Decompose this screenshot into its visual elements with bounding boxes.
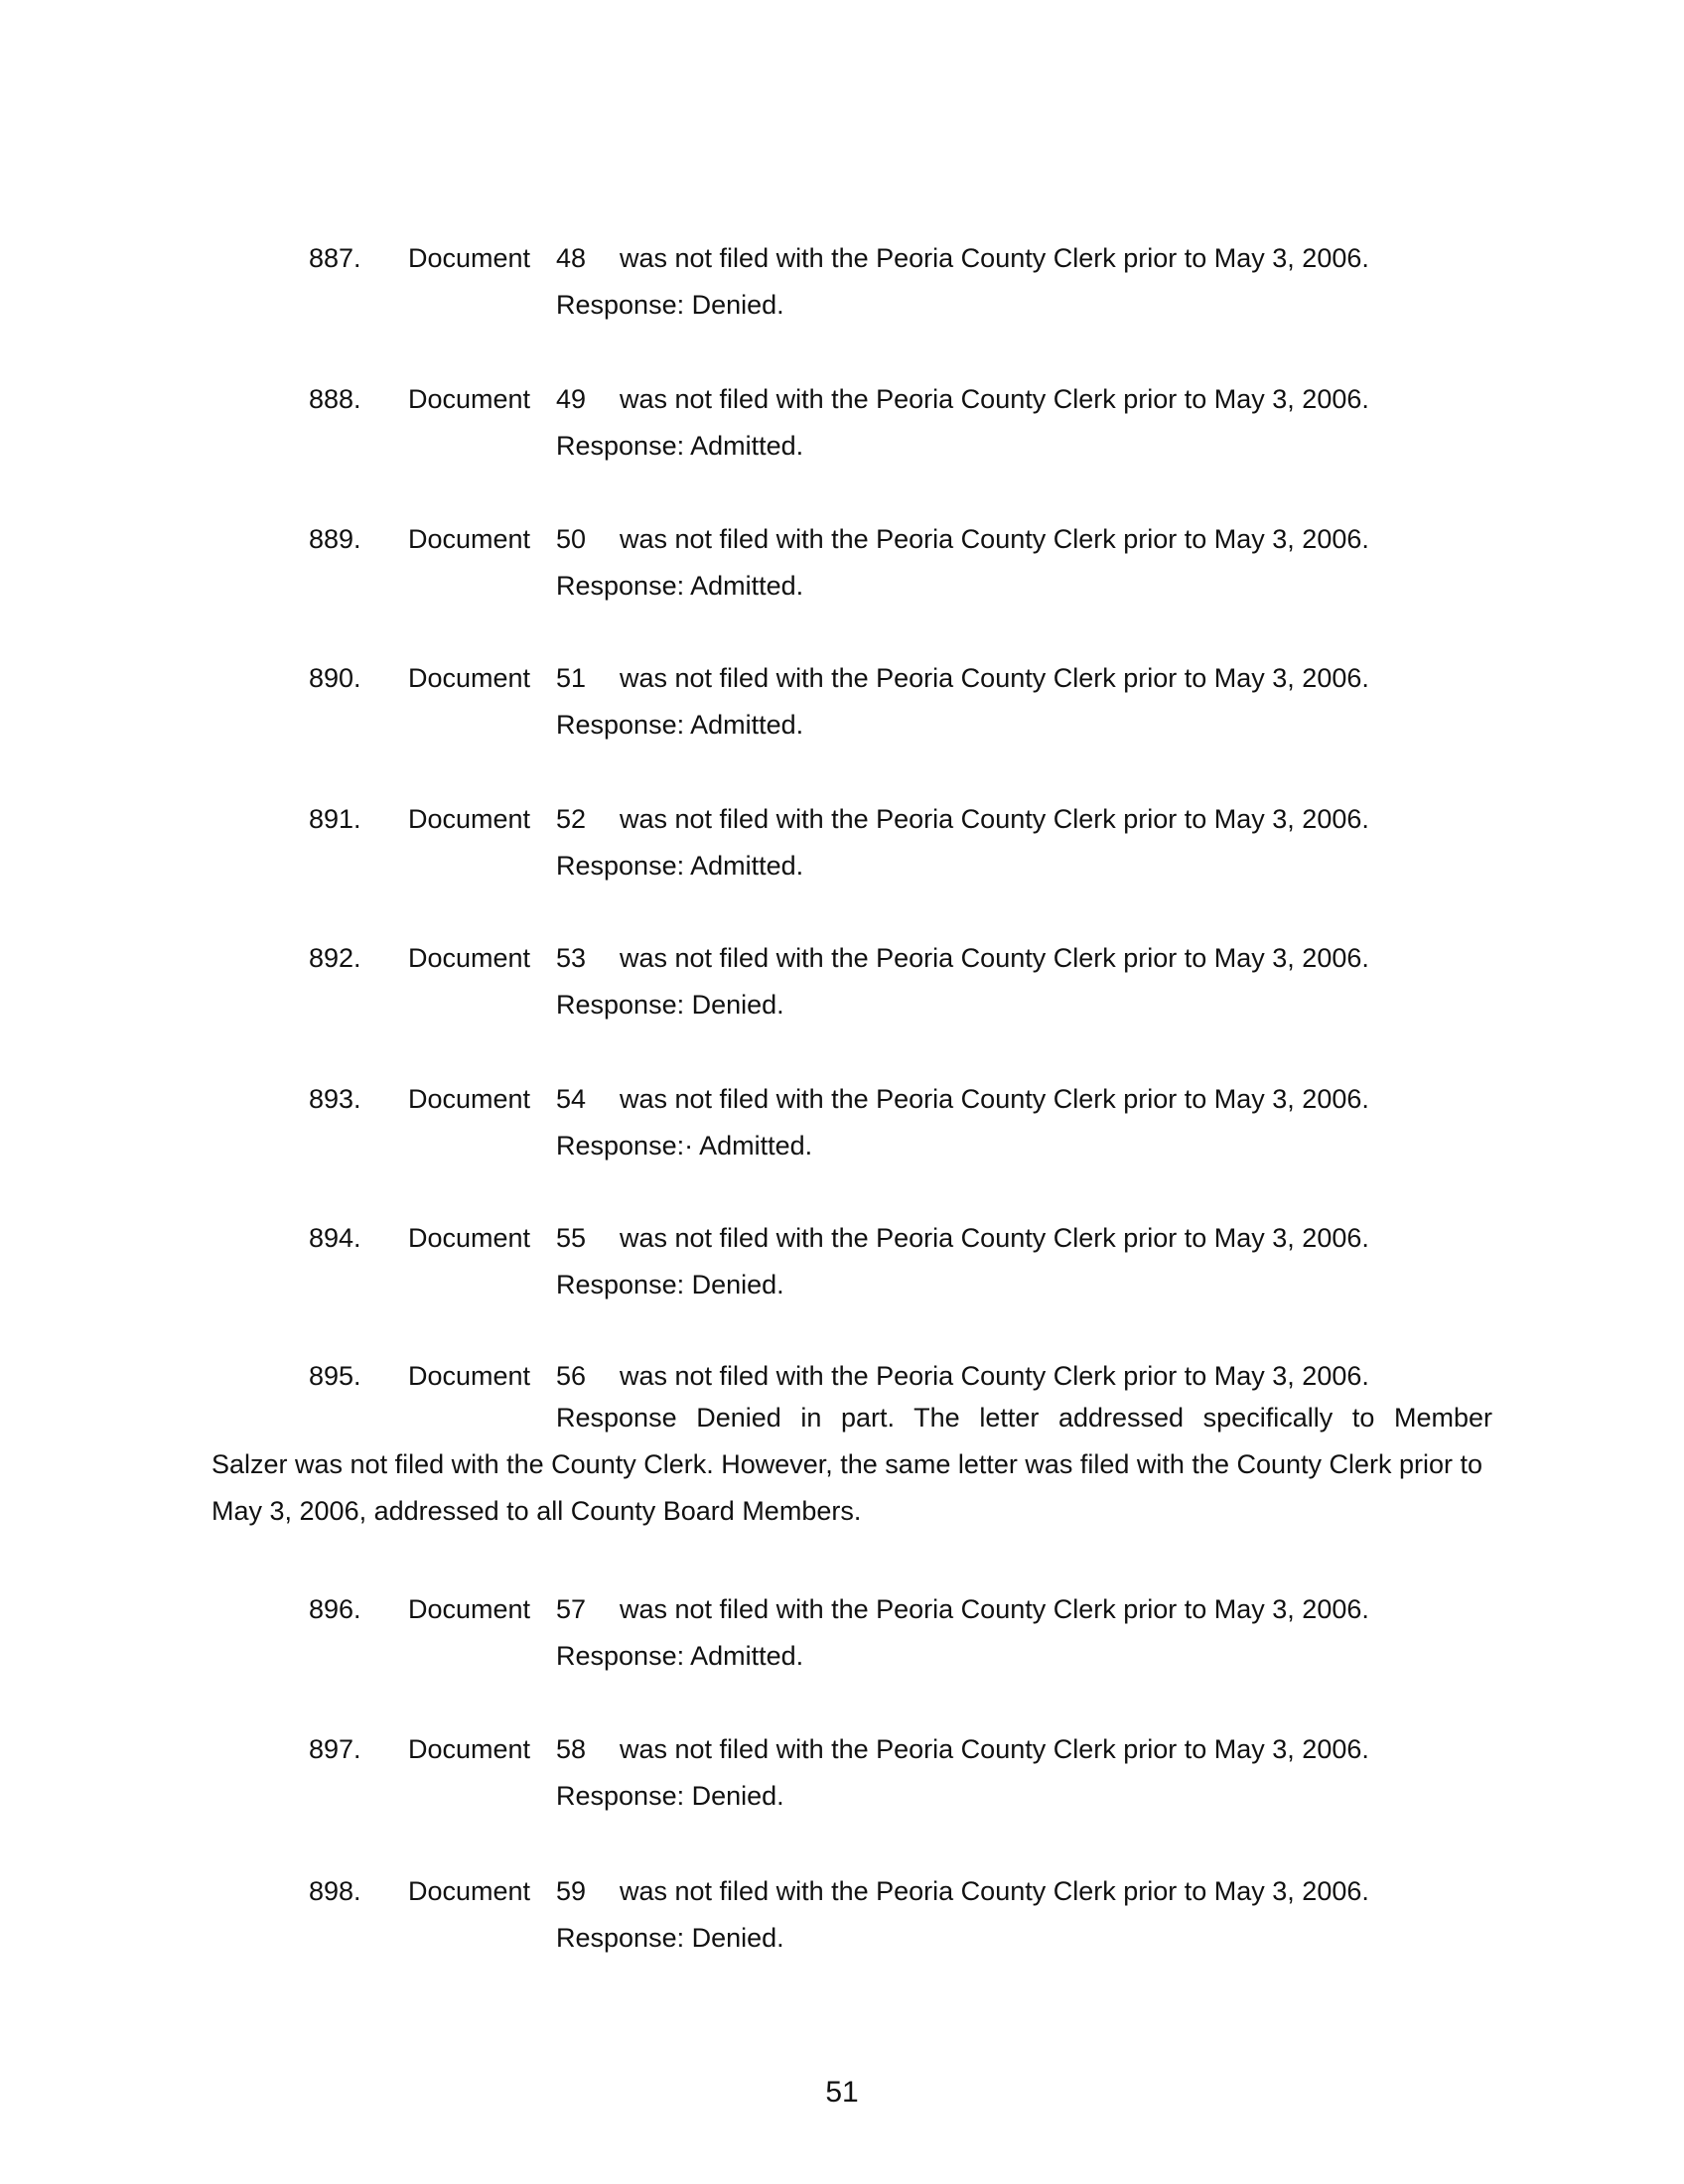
- document-label: Document: [408, 1594, 531, 1624]
- item-number: 892.: [309, 943, 361, 973]
- response-continuation: Salzer was not filed with the County Clerk. However, the same letter was filed with the County Clerk prior to May 3, 2006, addressed to all County Board Members.: [211, 1449, 1483, 1526]
- document-number: 54: [556, 1084, 587, 1114]
- document-label: Document: [408, 804, 531, 834]
- list-item-889: [0, 522, 1684, 621]
- list-item-895: [0, 1359, 1684, 1399]
- list-item-897: [0, 1732, 1684, 1832]
- item-number: 893.: [309, 1084, 361, 1114]
- item-text: was not filed with the Peoria County Clerk prior to May 3, 2006.: [620, 663, 1369, 693]
- document-number: 51: [556, 663, 587, 693]
- response-first-line: Response Denied in part. The letter addressed specifically to Member: [556, 1403, 1492, 1433]
- document-number: 58: [556, 1734, 587, 1764]
- list-item-887: [0, 241, 1684, 341]
- document-label: Document: [408, 1876, 531, 1906]
- list-item-892: [0, 941, 1684, 1040]
- document-number: 56: [556, 1361, 587, 1391]
- item-number: 891.: [309, 804, 361, 834]
- document-number: 55: [556, 1223, 587, 1253]
- item-response: Response: Denied.: [556, 1923, 784, 1953]
- item-text: was not filed with the Peoria County Clerk prior to May 3, 2006.: [620, 1734, 1369, 1764]
- item-text: was not filed with the Peoria County Clerk prior to May 3, 2006.: [620, 1594, 1369, 1624]
- item-response: Response: Denied.: [556, 1270, 784, 1299]
- document-number: 57: [556, 1594, 587, 1624]
- item-number: 895.: [309, 1361, 361, 1391]
- item-response: Response: Denied.: [556, 290, 784, 320]
- document-label: Document: [408, 243, 531, 273]
- item-text: was not filed with the Peoria County Clerk prior to May 3, 2006.: [620, 1084, 1369, 1114]
- item-text: was not filed with the Peoria County Clerk prior to May 3, 2006.: [620, 1223, 1369, 1253]
- item-response: Response: Admitted.: [556, 431, 804, 461]
- document-number: 48: [556, 243, 587, 273]
- item-text: was not filed with the Peoria County Clerk prior to May 3, 2006.: [620, 243, 1369, 273]
- document-number: 52: [556, 804, 587, 834]
- item-response: Response: Admitted.: [556, 851, 804, 881]
- document-number: 50: [556, 524, 587, 554]
- item-text: was not filed with the Peoria County Clerk prior to May 3, 2006.: [620, 524, 1369, 554]
- document-label: Document: [408, 663, 531, 693]
- page-number: 51: [825, 2076, 859, 2109]
- item-response: Response:· Admitted.: [556, 1131, 813, 1160]
- list-item-898: [0, 1874, 1684, 1974]
- document-label: Document: [408, 1361, 531, 1391]
- document-label: Document: [408, 1223, 531, 1253]
- item-response: Response: Admitted.: [556, 571, 804, 601]
- item-text: was not filed with the Peoria County Clerk prior to May 3, 2006.: [620, 943, 1369, 973]
- item-text: was not filed with the Peoria County Clerk prior to May 3, 2006.: [620, 1876, 1369, 1906]
- list-item-888: [0, 382, 1684, 481]
- document-label: Document: [408, 1734, 531, 1764]
- list-item-896: [0, 1592, 1684, 1692]
- item-number: 896.: [309, 1594, 361, 1624]
- item-number: 898.: [309, 1876, 361, 1906]
- item-response: Response: Denied.: [556, 990, 784, 1020]
- item-number: 887.: [309, 243, 361, 273]
- item-text: was not filed with the Peoria County Clerk prior to May 3, 2006.: [620, 1361, 1369, 1391]
- document-number: 59: [556, 1876, 587, 1906]
- document-number: 53: [556, 943, 587, 973]
- list-item-894: [0, 1221, 1684, 1320]
- response-paragraph-895: [211, 1395, 1492, 1535]
- item-number: 890.: [309, 663, 361, 693]
- item-response: Response: Admitted.: [556, 1641, 804, 1671]
- item-number: 894.: [309, 1223, 361, 1253]
- item-number: 889.: [309, 524, 361, 554]
- document-number: 49: [556, 384, 587, 414]
- document-label: Document: [408, 524, 531, 554]
- list-item-893: [0, 1082, 1684, 1181]
- item-text: was not filed with the Peoria County Clerk prior to May 3, 2006.: [620, 804, 1369, 834]
- list-item-890: [0, 661, 1684, 760]
- document-label: Document: [408, 384, 531, 414]
- item-number: 888.: [309, 384, 361, 414]
- item-response: Response: Denied.: [556, 1781, 784, 1811]
- document-label: Document: [408, 1084, 531, 1114]
- document-label: Document: [408, 943, 531, 973]
- item-text: was not filed with the Peoria County Clerk prior to May 3, 2006.: [620, 384, 1369, 414]
- item-response: Response: Admitted.: [556, 710, 804, 740]
- item-number: 897.: [309, 1734, 361, 1764]
- list-item-891: [0, 802, 1684, 901]
